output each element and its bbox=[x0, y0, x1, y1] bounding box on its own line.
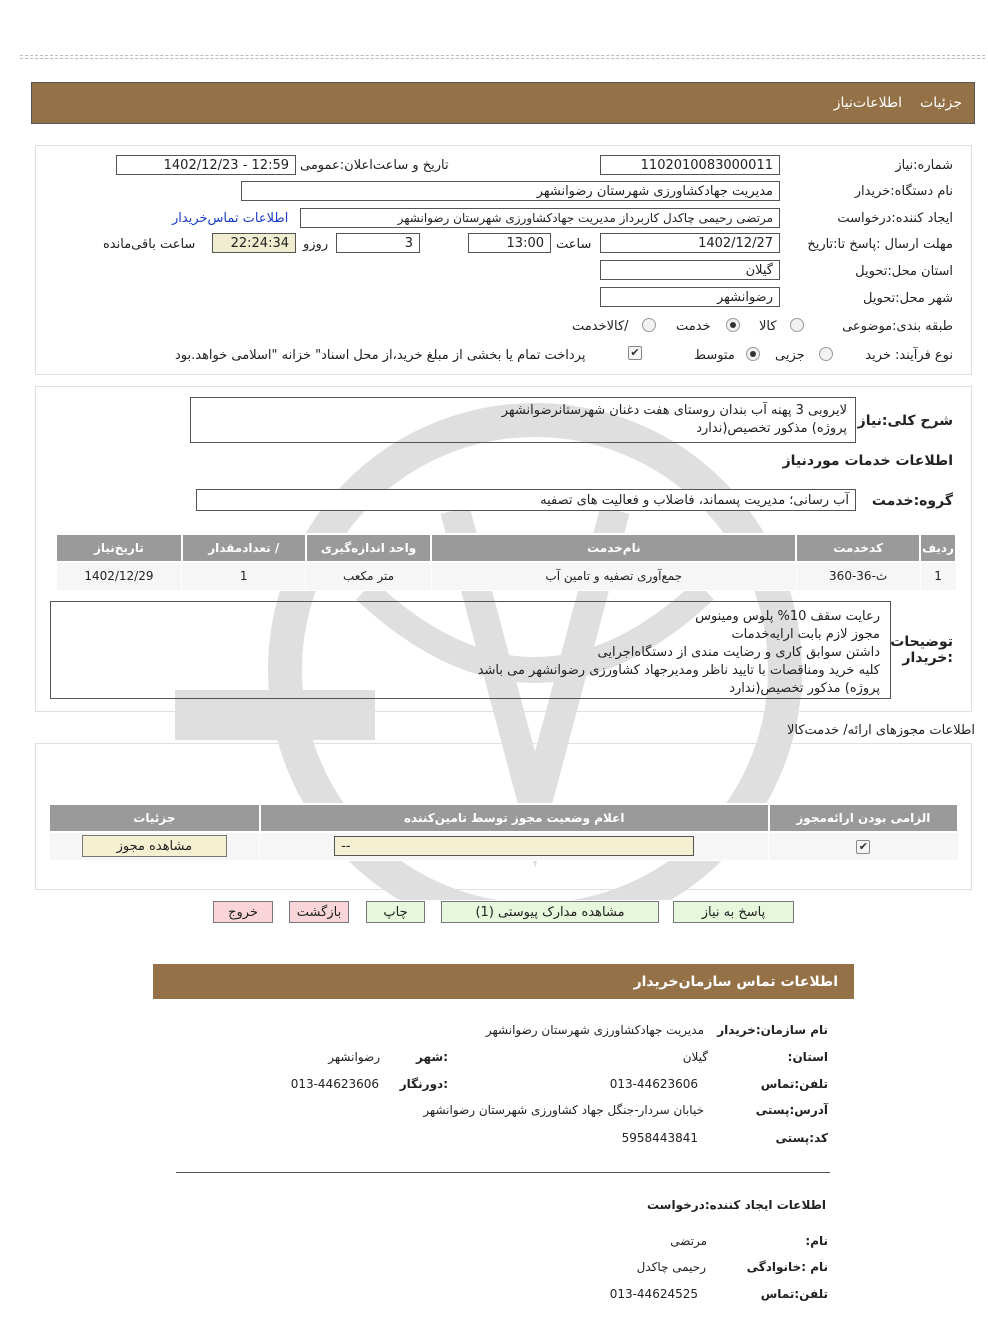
col-service-name-header: نام‌خدمت bbox=[431, 534, 796, 562]
general-description-box bbox=[190, 397, 856, 443]
contact-postal-label: کد:پستی bbox=[775, 1131, 828, 1145]
announce-label: تاریخ و ساعت‌اعلان:عمومی bbox=[300, 158, 449, 173]
cell-unit: متر مکعب bbox=[306, 562, 432, 590]
permit-required-checkbox[interactable]: ✔ bbox=[856, 840, 870, 854]
col-row-header: ردیف bbox=[920, 534, 956, 562]
contact-province-value: گیلان bbox=[682, 1050, 708, 1064]
description-line-2: پروژه) مذکور تخصیص(ندارد bbox=[696, 421, 847, 436]
contact-province-label: استان: bbox=[787, 1050, 828, 1064]
cell-quantity: 1 bbox=[182, 562, 306, 590]
service-group-field: آب رسانی؛ مدیریت پسماند، فاضلاب و فعالیت های تصفیه bbox=[196, 489, 856, 511]
reply-to-need-button[interactable]: پاسخ به نیاز bbox=[673, 901, 794, 923]
creator-name-value: مرتضی bbox=[670, 1234, 707, 1248]
services-table-header bbox=[56, 534, 956, 562]
need-info-panel bbox=[35, 145, 972, 375]
announce-datetime-field: 1402/12/23 - 12:59 bbox=[116, 155, 296, 175]
category-label: طبقه بندی:موضوعی bbox=[842, 319, 953, 334]
province-label: استان محل:تحویل bbox=[855, 264, 953, 279]
remaining-label: ساعت باقی‌مانده bbox=[103, 237, 196, 252]
contact-org-value: مدیریت جهادکشاورزی شهرستان رضوانشهر bbox=[485, 1023, 704, 1037]
top-divider bbox=[20, 55, 985, 59]
contact-postal-value: 5958443841 bbox=[621, 1131, 698, 1145]
days-label: روزو bbox=[303, 237, 329, 252]
contact-section-header bbox=[153, 964, 854, 999]
creator-label: ایجاد کننده:درخواست bbox=[837, 211, 953, 226]
cell-permit-details bbox=[49, 832, 260, 860]
city-label: شهر محل:تحویل bbox=[863, 291, 953, 306]
cell-permit-status bbox=[260, 832, 769, 860]
contact-address-value: خیابان سردار-جنگل جهاد کشاورزی شهرستان رضوانشهر bbox=[423, 1103, 704, 1117]
col-service-code-header: کدخدمت bbox=[796, 534, 920, 562]
services-section-title: اطلاعات خدمات موردنیاز bbox=[782, 453, 953, 469]
contact-city-label: :شهر bbox=[416, 1050, 448, 1064]
buyer-note-line: داشتن سوابق کاری و رضایت مندی از دستگاه‌اجرایی bbox=[597, 645, 880, 660]
need-number-field: 1102010083000011 bbox=[600, 155, 780, 175]
cell-need-date: 1402/12/29 bbox=[56, 562, 182, 590]
deadline-time-label: ساعت bbox=[556, 237, 592, 252]
page-header-bar bbox=[31, 82, 975, 124]
creator-info-title: اطلاعات ایجاد کننده:درخواست bbox=[646, 1198, 826, 1212]
days-field: 3 bbox=[336, 233, 420, 253]
permit-status-field[interactable]: -- bbox=[334, 836, 694, 856]
contact-address-label: آدرس:پستی bbox=[755, 1103, 828, 1117]
category-option-goods-service: /کالاخدمت bbox=[572, 319, 629, 334]
buyer-note-line: پروژه) مذکور تخصیص(ندارد bbox=[729, 681, 880, 696]
contact-org-label: نام سازمان:خریدار bbox=[717, 1023, 828, 1037]
contact-fax-value: 013-44623606 bbox=[290, 1077, 379, 1091]
process-radio-minor[interactable] bbox=[819, 347, 833, 361]
treasury-payment-checkbox[interactable]: ✔ bbox=[628, 346, 642, 360]
service-group-label: گروه:خدمت bbox=[871, 493, 953, 509]
cell-service-code: ث-36-360 bbox=[796, 562, 920, 590]
general-description-label: شرح کلی:نیاز bbox=[857, 413, 953, 429]
creator-phone-value: 013-44624525 bbox=[609, 1287, 698, 1301]
category-option-goods: کالا bbox=[759, 319, 777, 334]
creator-name-label: نام: bbox=[805, 1234, 828, 1248]
buyer-notes-box bbox=[50, 601, 891, 699]
category-radio-goods-service[interactable] bbox=[642, 318, 656, 332]
print-button[interactable]: چاپ bbox=[366, 901, 425, 923]
process-label: نوع فرآیند: خرید bbox=[865, 348, 953, 363]
contact-fax-label: :دورنگار bbox=[399, 1077, 448, 1091]
treasury-payment-note: پرداخت تمام یا بخشی از مبلغ خرید،از محل اسناد" خزانه "اسلامی خواهد.بود bbox=[175, 348, 586, 363]
col-permit-details-header: جزئیات bbox=[49, 804, 260, 832]
contact-divider bbox=[176, 1172, 830, 1173]
deadline-date-field: 1402/12/27 bbox=[600, 233, 780, 253]
city-field: رضوانشهر bbox=[600, 287, 780, 307]
tab-details[interactable]: جزئیات bbox=[920, 95, 962, 111]
category-radio-goods[interactable] bbox=[790, 318, 804, 332]
buyer-contact-link[interactable]: اطلاعات تماس‌خریدار bbox=[172, 211, 289, 226]
creator-phone-label: تلفن:تماس bbox=[760, 1287, 828, 1301]
category-radio-service[interactable] bbox=[726, 318, 740, 332]
contact-phone-value: 013-44623606 bbox=[609, 1077, 698, 1091]
buyer-org-label: نام دستگاه:خریدار bbox=[854, 184, 953, 199]
col-unit-header: واحد اندازه‌گیری bbox=[306, 534, 432, 562]
view-permit-button[interactable]: مشاهده مجوز bbox=[82, 835, 227, 857]
buyer-note-line: مجوز لازم بابت ارایه‌خدمات bbox=[731, 627, 880, 642]
process-option-medium: متوسط bbox=[694, 348, 735, 363]
contact-phone-label: تلفن:تماس bbox=[760, 1077, 828, 1091]
col-quantity-header: / تعدادمقدار bbox=[182, 534, 306, 562]
deadline-time-field: 13:00 bbox=[468, 233, 551, 253]
category-option-service: خدمت bbox=[676, 319, 711, 334]
services-table bbox=[55, 533, 957, 591]
contact-section-title: اطلاعات تماس سازمان‌خریدار bbox=[633, 973, 838, 990]
cell-service-name: جمع‌آوری تصفیه و تامین آب bbox=[431, 562, 796, 590]
buyer-note-line: رعایت سقف 10% پلوس ومینوس bbox=[695, 609, 880, 624]
province-field: گیلان bbox=[600, 260, 780, 280]
creator-field: مرتضی رحیمی چاکدل کاربرداز مدیریت جهادکشاورزی شهرستان رضوانشهر bbox=[300, 208, 780, 228]
buyer-note-line: کلیه خرید ومناقصات با تایید ناظر ومدیرجهاد کشاورزی رضوانشهر می باشد bbox=[477, 663, 880, 678]
col-permit-required-header: الزامی بودن ارائه‌مجوز bbox=[769, 804, 958, 832]
contact-city-value: رضوانشهر bbox=[328, 1050, 380, 1064]
permits-section-title: اطلاعات مجوزهای ارائه/ خدمت‌کالا bbox=[786, 723, 975, 738]
description-line-1: لایروبی 3 پهنه آب بندان روستای هفت دغنان شهرستانرضوانشهر bbox=[501, 403, 847, 418]
need-number-label: شماره:نیاز bbox=[895, 158, 953, 173]
cell-permit-required bbox=[769, 832, 958, 860]
buyer-notes-label: توضیحات :خریدار bbox=[890, 634, 953, 666]
tab-need-info[interactable]: اطلاعات‌نیاز bbox=[833, 95, 903, 111]
permits-table-header bbox=[49, 804, 958, 832]
col-need-date-header: تاریخ‌نیاز bbox=[56, 534, 182, 562]
view-attachments-button[interactable]: مشاهده مدارک پیوستی (1) bbox=[441, 901, 659, 923]
creator-family-label: نام :خانوادگی bbox=[746, 1260, 828, 1274]
col-permit-status-header: اعلام وضعیت مجوز توسط تامین‌کننده bbox=[260, 804, 769, 832]
table-row bbox=[49, 832, 958, 860]
permits-table bbox=[48, 803, 959, 861]
creator-family-value: رحیمی چاکدل bbox=[636, 1260, 706, 1274]
process-option-minor: جزیی bbox=[775, 348, 805, 363]
buyer-org-field: مدیریت جهادکشاورزی شهرستان رضوانشهر bbox=[241, 181, 780, 201]
process-radio-medium[interactable] bbox=[746, 347, 760, 361]
table-row bbox=[56, 562, 956, 590]
remaining-time-field: 22:24:34 bbox=[212, 233, 296, 253]
exit-button[interactable]: خروج bbox=[213, 901, 273, 923]
cell-row-number: 1 bbox=[920, 562, 956, 590]
back-button[interactable]: بازگشت bbox=[289, 901, 349, 923]
deadline-label: مهلت ارسال :پاسخ تا:تاریخ bbox=[807, 237, 953, 252]
